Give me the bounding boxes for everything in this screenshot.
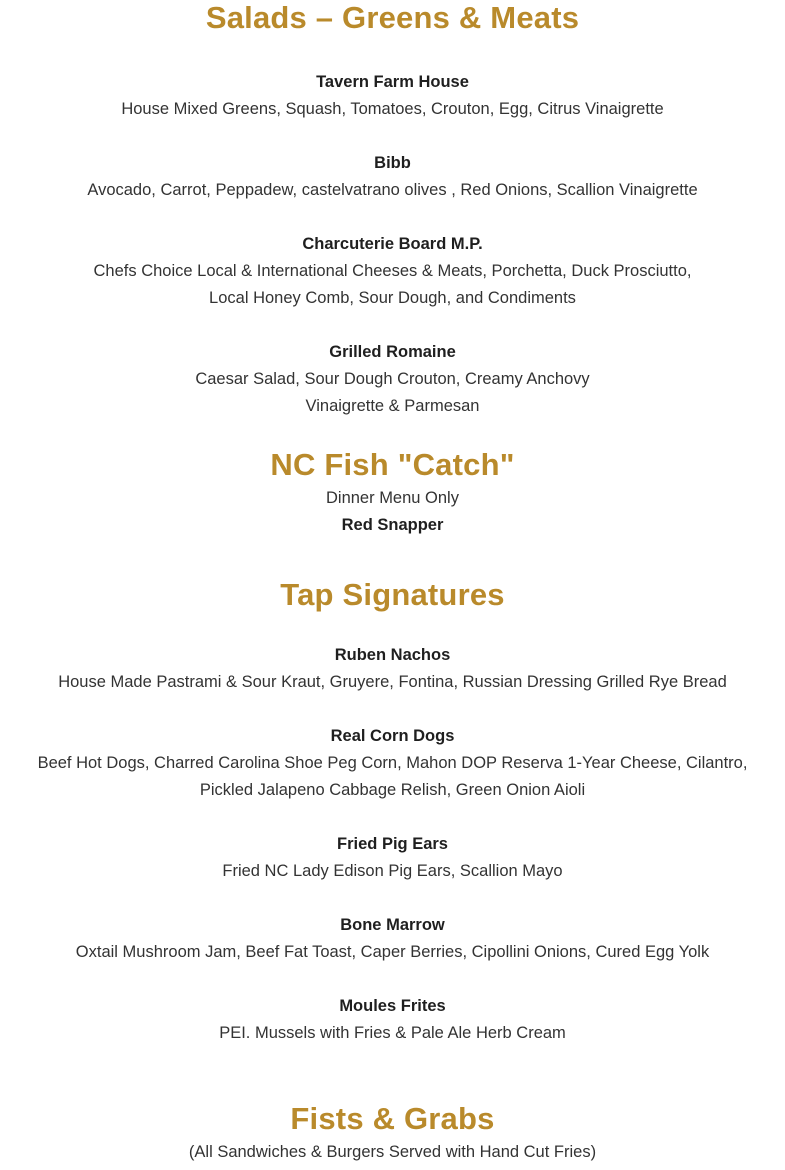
menu-item-name: Bone Marrow — [340, 916, 445, 934]
menu-item-name: Real Corn Dogs — [330, 727, 455, 745]
menu-item-description: Oxtail Mushroom Jam, Beef Fat Toast, Caper Berries, Cipollini Onions, Cured Egg Yolk — [75, 943, 710, 961]
menu-item-name: Charcuterie Board M.P. — [302, 235, 483, 253]
section-heading-fish: NC Fish "Catch" — [270, 447, 515, 482]
menu-item-name: Tavern Farm House — [316, 73, 469, 91]
menu-item-description: PEI. Mussels with Fries & Pale Ale Herb Cream — [219, 1024, 566, 1042]
menu-item-name: Fried Pig Ears — [337, 835, 448, 853]
menu-item-name: Grilled Romaine — [329, 343, 456, 361]
menu-item-description: Pickled Jalapeno Cabbage Relish, Green Onion Aioli — [199, 781, 586, 799]
menu-item-description: Beef Hot Dogs, Charred Carolina Shoe Peg Corn, Mahon DOP Reserva 1-Year Cheese, Cilantro, — [37, 754, 748, 772]
section-heading-tap-signatures: Tap Signatures — [280, 577, 505, 612]
menu-item-description: House Mixed Greens, Squash, Tomatoes, Crouton, Egg, Citrus Vinaigrette — [121, 100, 664, 118]
menu-item-description: Chefs Choice Local & International Cheeses & Meats, Porchetta, Duck Prosciutto, — [93, 262, 692, 280]
menu-item-name: Bibb — [374, 154, 411, 172]
menu-item-description: Avocado, Carrot, Peppadew, castelvatrano olives , Red Onions, Scallion Vinaigrette — [87, 181, 698, 199]
menu-item-name: Ruben Nachos — [334, 646, 451, 664]
section-heading-salads: Salads – Greens & Meats — [205, 0, 580, 35]
menu-item-name: Moules Frites — [339, 997, 446, 1015]
section-heading-fists-grabs: Fists & Grabs — [290, 1101, 495, 1136]
menu-item-description: Caesar Salad, Sour Dough Crouton, Creamy Anchovy — [195, 370, 590, 388]
menu-item-name: Red Snapper — [341, 516, 444, 534]
menu-note: (All Sandwiches & Burgers Served with Hand Cut Fries) — [188, 1143, 597, 1161]
menu-note: Dinner Menu Only — [326, 489, 459, 507]
menu-item-description: Fried NC Lady Edison Pig Ears, Scallion Mayo — [222, 862, 563, 880]
menu-item-description: House Made Pastrami & Sour Kraut, Gruyere, Fontina, Russian Dressing Grilled Rye Bread — [58, 673, 727, 691]
menu-item-description: Vinaigrette & Parmesan — [305, 397, 480, 415]
menu-item-description: Local Honey Comb, Sour Dough, and Condiments — [209, 289, 576, 307]
